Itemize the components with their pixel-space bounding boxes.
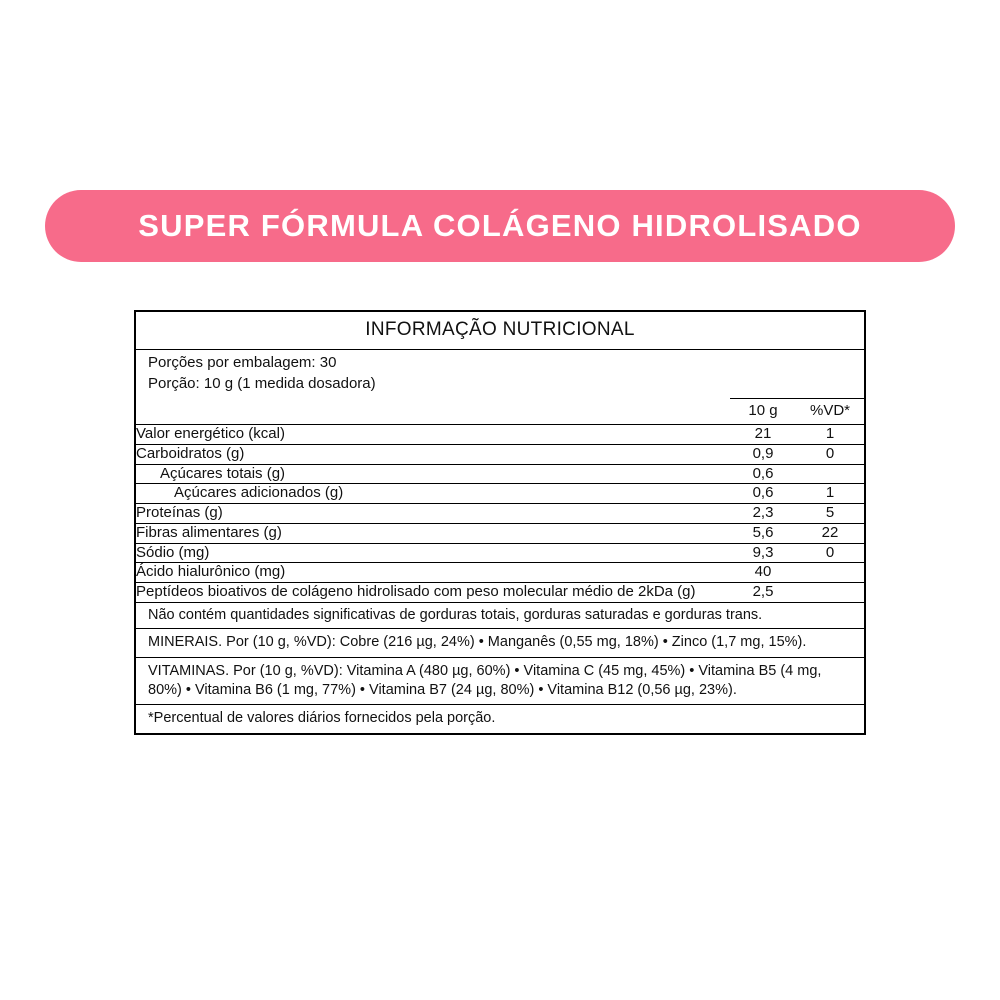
servings-per-package: Porções por embalagem: 30 (148, 353, 337, 371)
product-title: SUPER FÓRMULA COLÁGENO HIDROLISADO (138, 208, 862, 243)
table-row (136, 543, 864, 563)
row-dv (796, 464, 864, 484)
nutrition-table (136, 398, 864, 602)
row-amount: 2,3 (730, 504, 796, 524)
minerals-note: MINERAIS. Por (10 g, %VD): Cobre (216 µg, 24%) • Manganês (0,55 mg, 18%) • Zinco (1,7 mg, 15%). (148, 633, 807, 650)
row-amount: 0,6 (730, 484, 796, 504)
row-label: Ácido hialurônico (mg) (136, 563, 730, 583)
row-amount: 5,6 (730, 523, 796, 543)
row-dv: 22 (796, 523, 864, 543)
row-dv: 5 (796, 504, 864, 524)
row-amount: 9,3 (730, 543, 796, 563)
row-amount: 21 (730, 425, 796, 445)
product-title-banner (45, 190, 955, 262)
table-header-row (136, 399, 864, 425)
table-row (136, 444, 864, 464)
header-amount-cell: 10 g (730, 399, 796, 425)
table-row (136, 464, 864, 484)
header-name-cell (136, 399, 730, 425)
table-row (136, 484, 864, 504)
row-amount: 40 (730, 563, 796, 583)
table-row (136, 583, 864, 602)
row-label: Carboidratos (g) (136, 444, 730, 464)
row-label: Valor energético (kcal) (136, 425, 730, 445)
row-label: Açúcares adicionados (g) (136, 484, 730, 504)
nutrition-facts-panel (134, 310, 866, 735)
table-row (136, 425, 864, 445)
table-row (136, 563, 864, 583)
row-amount: 2,5 (730, 583, 796, 602)
row-amount: 0,6 (730, 464, 796, 484)
servings-block (136, 350, 864, 399)
header-dv-cell: %VD* (796, 399, 864, 425)
row-label: Fibras alimentares (g) (136, 523, 730, 543)
row-amount: 0,9 (730, 444, 796, 464)
row-dv: 1 (796, 484, 864, 504)
row-dv: 0 (796, 444, 864, 464)
daily-values-footnote: *Percentual de valores diários fornecidos pela porção. (148, 710, 496, 727)
row-dv (796, 563, 864, 583)
row-label: Açúcares totais (g) (136, 464, 730, 484)
panel-title: INFORMAÇÃO NUTRICIONAL (365, 319, 635, 340)
row-dv: 0 (796, 543, 864, 563)
fats-note: Não contém quantidades significativas de gorduras totais, gorduras saturadas e gorduras trans. (148, 606, 763, 623)
row-label: Sódio (mg) (136, 543, 730, 563)
table-row (136, 523, 864, 543)
row-label: Peptídeos bioativos de colágeno hidrolisado com peso molecular médio de 2kDa (g) (136, 583, 730, 602)
row-dv (796, 583, 864, 602)
table-row (136, 504, 864, 524)
serving-size: Porção: 10 g (1 medida dosadora) (148, 374, 376, 392)
row-label: Proteínas (g) (136, 504, 730, 524)
vitamins-note: VITAMINAS. Por (10 g, %VD): Vitamina A (480 µg, 60%) • Vitamina C (45 mg, 45%) • Vitamina B5 (4 mg, 80%) • Vitamina B6 (1 mg, 77%) • Vitamina B7 (24 µg, 80%) • Vitamina B12 (0,56 µg, 23%). (148, 662, 822, 698)
row-dv: 1 (796, 425, 864, 445)
